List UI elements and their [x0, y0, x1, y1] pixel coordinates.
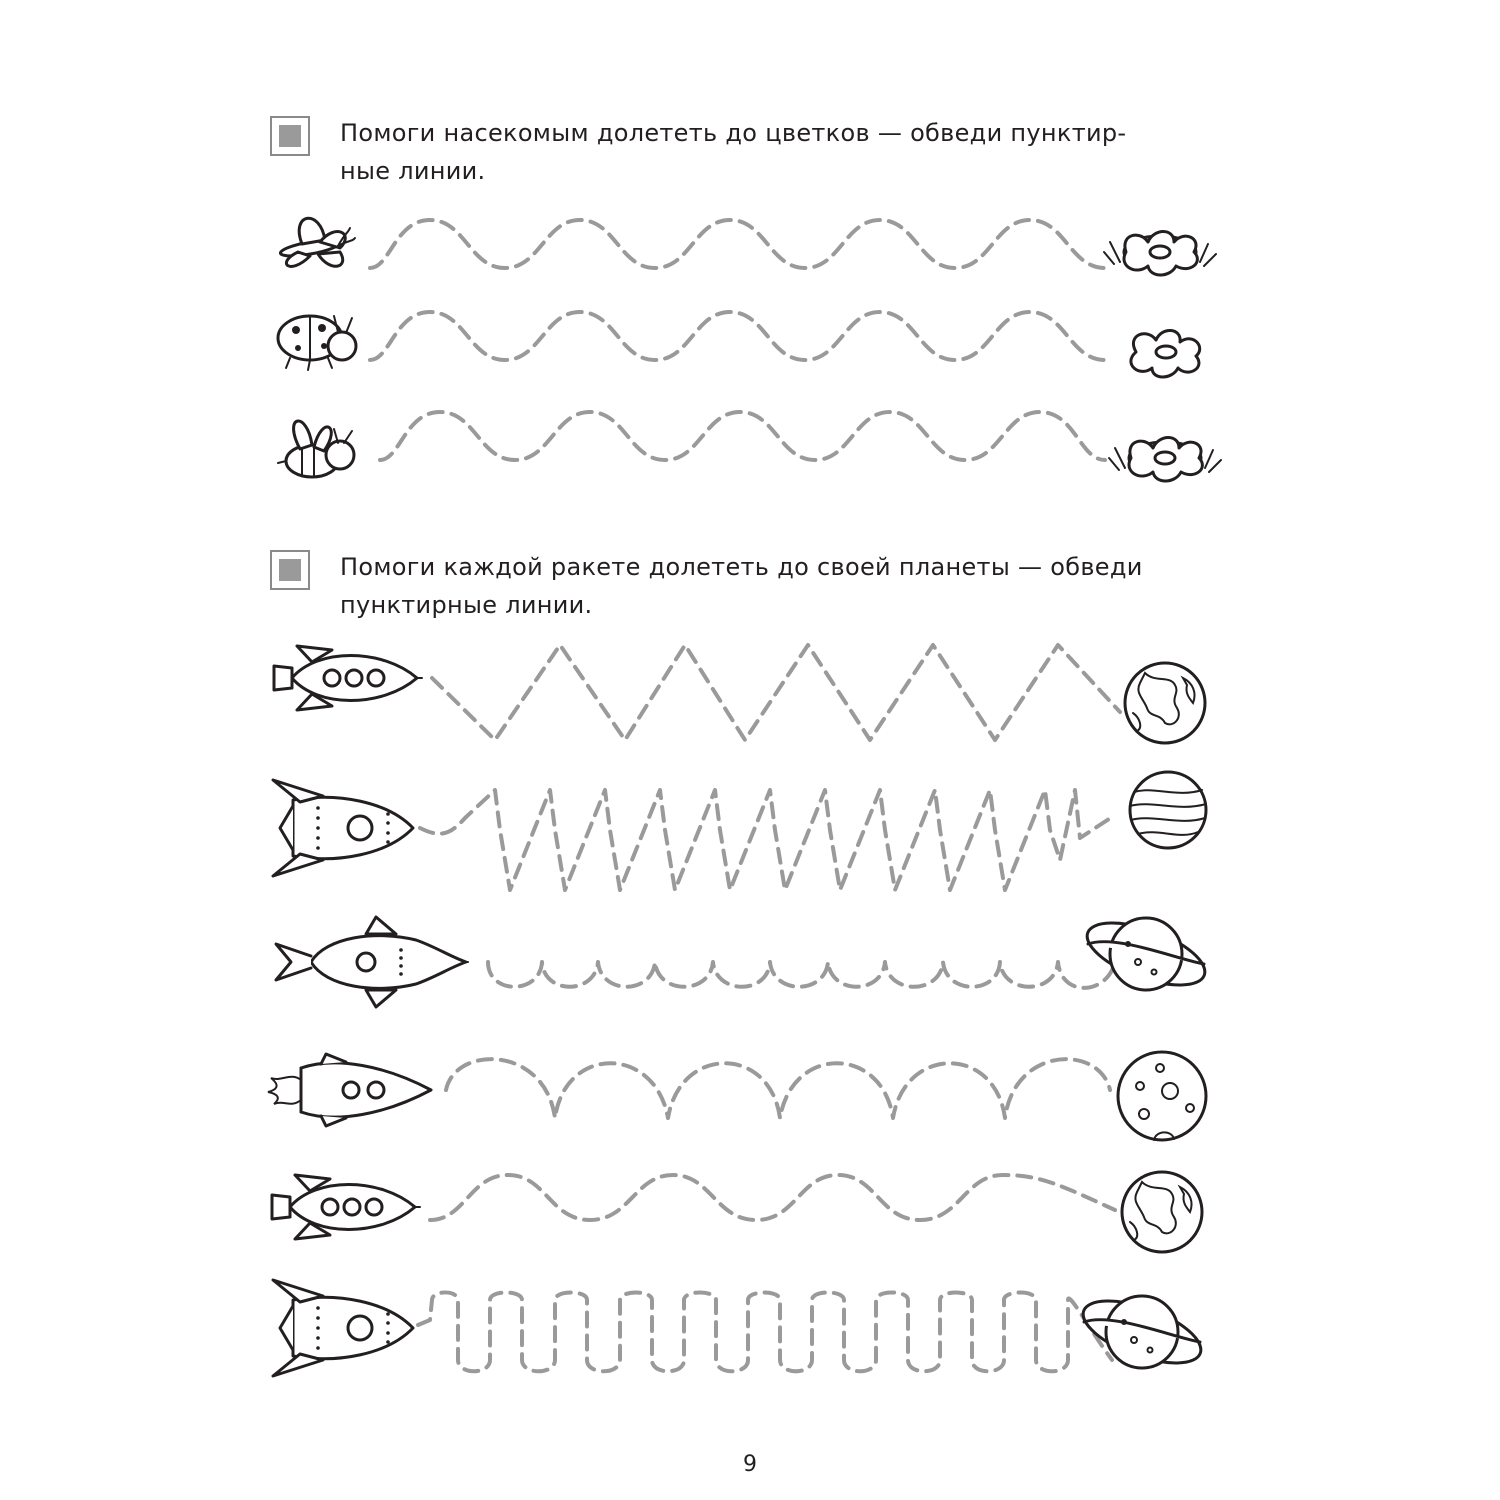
word: планеты — [898, 553, 1011, 581]
word: цветков — [765, 119, 870, 147]
word: насекомым — [443, 119, 589, 147]
rocket-icon — [272, 1175, 420, 1239]
task-marker — [279, 559, 301, 581]
butterfly-icon — [279, 218, 355, 266]
flower-icon — [1131, 330, 1200, 377]
arches-trace-path[interactable] — [446, 1059, 1110, 1118]
rocket-icon — [274, 646, 422, 710]
bee-icon — [278, 421, 354, 477]
word: каждой — [443, 553, 543, 581]
ladybug-icon — [278, 316, 356, 370]
rocket-row-6 — [273, 1280, 1208, 1376]
task-checkbox[interactable] — [270, 550, 310, 590]
word: долететь — [648, 553, 770, 581]
sawtooth-trace-path[interactable] — [420, 790, 1115, 890]
striped-planet-icon — [1130, 772, 1206, 848]
rocket-icon — [276, 917, 468, 1007]
rocket-icon — [268, 1054, 431, 1126]
rocket-icon — [273, 1280, 413, 1376]
word: — — [1018, 553, 1043, 581]
instruction-line-1 — [340, 114, 1208, 152]
word: до — [777, 553, 810, 581]
word: до — [725, 119, 758, 147]
cups-trace-path[interactable] — [488, 962, 1112, 988]
task-instruction — [340, 548, 1208, 624]
word: Помоги — [340, 553, 436, 581]
word: своей — [817, 553, 891, 581]
word: пунктир- — [1010, 119, 1127, 147]
ringed-planet-icon — [1080, 910, 1213, 998]
earth-icon — [1122, 1172, 1202, 1252]
word: ракете — [550, 553, 641, 581]
instruction-line-1 — [340, 548, 1208, 586]
word: обведи — [1050, 553, 1143, 581]
page-number: 9 — [743, 1452, 757, 1477]
rocket-row-4 — [268, 1052, 1206, 1140]
word: — — [877, 119, 903, 147]
moon-icon — [1118, 1052, 1206, 1140]
wave-trace-path[interactable] — [370, 312, 1105, 360]
wave-trace-path[interactable] — [430, 1175, 1115, 1220]
ringed-planet-icon — [1076, 1288, 1209, 1376]
zigzag-trace-path[interactable] — [432, 645, 1120, 740]
insect-row-2 — [278, 312, 1200, 377]
flower-with-leaves-icon — [1104, 232, 1216, 276]
task-marker — [279, 125, 301, 147]
rocket-row-1 — [274, 645, 1205, 743]
instruction-line-2: пунктирные линии. — [340, 591, 593, 619]
word: Помоги — [340, 119, 436, 147]
task-checkbox[interactable] — [270, 116, 310, 156]
task-instruction — [340, 114, 1208, 190]
flower-with-leaves-icon — [1109, 438, 1221, 482]
rocket-row-5 — [272, 1172, 1202, 1252]
word: долететь — [596, 119, 718, 147]
wave-trace-path[interactable] — [380, 412, 1105, 460]
rocket-icon — [273, 780, 413, 876]
word: обведи — [910, 119, 1003, 147]
rocket-row-2 — [273, 772, 1206, 890]
insect-row-1 — [279, 218, 1216, 275]
instruction-line-2: ные линии. — [340, 157, 486, 185]
insect-row-3 — [278, 412, 1221, 481]
rocket-row-3 — [276, 910, 1212, 1007]
square-wave-trace-path[interactable] — [418, 1293, 1112, 1372]
earth-icon — [1125, 663, 1205, 743]
wave-trace-path[interactable] — [370, 220, 1105, 268]
